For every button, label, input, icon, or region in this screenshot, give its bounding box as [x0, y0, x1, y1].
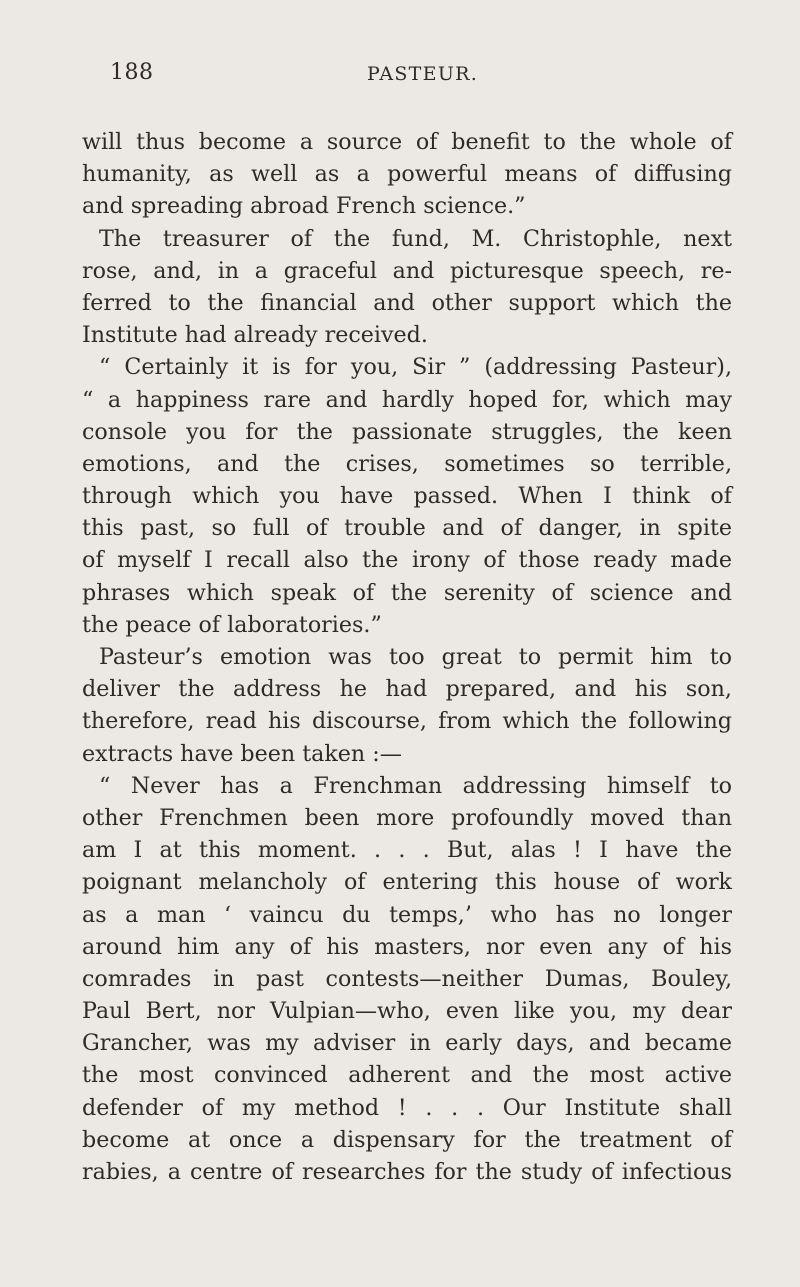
text-line: Institute had already received.	[82, 322, 428, 349]
text-line: therefore, read his discourse, from which the following	[82, 708, 732, 735]
text-line: Paul Bert, nor Vulpian—who, even like you, my dear	[82, 998, 732, 1025]
text-line: ferred to the financial and other support which the	[82, 289, 732, 316]
text-line: of myself I recall also the irony of those ready made	[82, 547, 732, 574]
text-line: become at once a dispensary for the treatment of	[82, 1126, 732, 1153]
text-line: humanity, as well as a powerful means of diffusing	[82, 161, 732, 188]
page-number: 188	[110, 60, 154, 85]
text-line: defender of my method ! . . . Our Institute shall	[82, 1094, 732, 1121]
text-line: and spreading abroad French science.”	[82, 193, 526, 220]
text-line: Pasteur’s emotion was too great to permit him to	[99, 644, 732, 670]
text-line: around him any of his masters, nor even any of his	[82, 933, 732, 960]
text-line: through which you have passed. When I think of	[82, 483, 732, 510]
text-line: rose, and, in a graceful and picturesque speech, re-	[82, 257, 732, 284]
body-text	[82, 126, 732, 1188]
text-line: the peace of laboratories.”	[82, 611, 382, 638]
text-line: emotions, and the crises, sometimes so terrible,	[82, 450, 732, 477]
text-line: phrases which speak of the serenity of science and	[82, 579, 732, 606]
text-line: deliver the address he had prepared, and his son,	[82, 676, 732, 703]
running-title: PASTEUR.	[367, 63, 479, 85]
text-line: as a man ‘ vaincu du temps,’ who has no longer	[82, 901, 732, 928]
text-line: The treasurer of the fund, M. Christophle, next	[99, 225, 732, 252]
text-line: comrades in past contests—neither Dumas, Bouley,	[82, 965, 732, 992]
text-line: console you for the passionate struggles, the keen	[82, 418, 732, 445]
text-line: other Frenchmen been more profoundly moved than	[82, 804, 732, 831]
text-line: “ Never has a Frenchman addressing himself to	[99, 772, 732, 799]
text-line: poignant melancholy of entering this house of work	[82, 869, 732, 896]
text-line: the most convinced adherent and the most active	[82, 1062, 732, 1089]
text-line: extracts have been taken :—	[82, 740, 402, 767]
page-header	[82, 60, 732, 100]
text-line: “ a happiness rare and hardly hoped for, which may	[82, 386, 732, 413]
text-line: will thus become a source of benefit to the whole of	[82, 129, 732, 155]
text-line: rabies, a centre of researches for the study of infectious	[82, 1159, 732, 1185]
text-line: “ Certainly it is for you, Sir ” (addressing Pasteur),	[99, 354, 732, 381]
text-line: am I at this moment. . . . But, alas ! I have the	[82, 837, 732, 864]
text-line: Grancher, was my adviser in early days, and became	[82, 1030, 732, 1057]
text-line: this past, so full of trouble and of danger, in spite	[82, 515, 732, 542]
